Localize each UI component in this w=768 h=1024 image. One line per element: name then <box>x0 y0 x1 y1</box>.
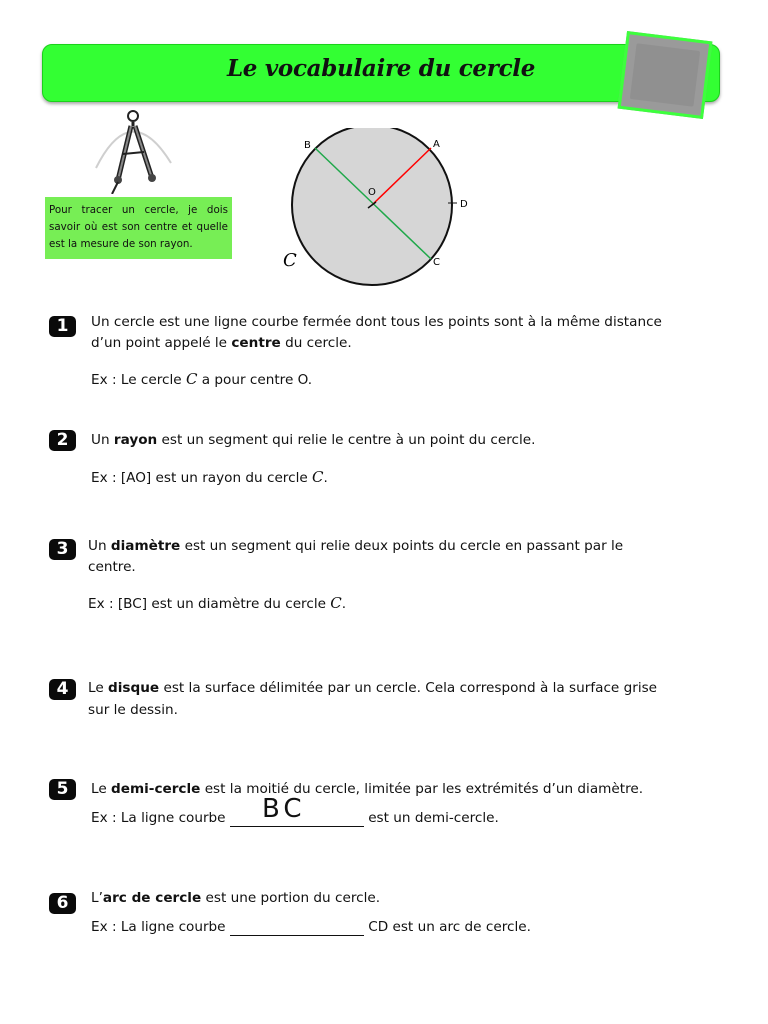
label-o: O <box>368 187 376 198</box>
label-c: C <box>433 257 440 268</box>
definition-cercle-line1: Un cercle est une ligne courbe fermée dont tous les points sont à la même distance <box>91 314 662 330</box>
tip-box: Pour tracer un cercle, je dois savoir où est son centre et quelle est la mesure de son rayon. <box>45 197 232 259</box>
definition-diametre-line2: centre. <box>88 559 136 575</box>
number-badge-3: 3 <box>49 539 76 560</box>
example-rayon: Ex : [AO] est un rayon du cercle C. <box>91 468 328 486</box>
title-banner <box>42 44 720 102</box>
page-title: Le vocabulaire du cercle <box>226 55 536 82</box>
circle-diagram <box>275 128 485 288</box>
label-d: D <box>460 199 468 210</box>
definition-disque-line2: sur le dessin. <box>88 702 178 718</box>
definition-disque-line1: Le disque est la surface délimitée par un cercle. Cela correspond à la surface grise <box>88 680 658 696</box>
number-badge-4: 4 <box>49 679 76 700</box>
definition-demi-cercle: Le demi-cercle est la moitié du cercle, limitée par les extrémités d’un diamètre. <box>91 781 644 797</box>
example-diametre: Ex : [BC] est un diamètre du cercle C. <box>88 594 347 612</box>
number-badge-2: 2 <box>49 430 76 451</box>
label-b: B <box>304 140 311 151</box>
answer-blank-6[interactable] <box>230 919 364 936</box>
example-cercle: Ex : Le cercle C a pour centre O. <box>91 370 313 388</box>
definition-diametre-line1: Un diamètre est un segment qui relie deux points du cercle en passant par le <box>88 538 624 554</box>
number-badge-5: 5 <box>49 779 76 800</box>
definition-cercle-line2: d’un point appelé le centre du cercle. <box>91 335 352 351</box>
compass-icon <box>76 108 186 194</box>
circle-name-label: C <box>283 250 297 271</box>
example-arc: Ex : La ligne courbe CD est un arc de cercle. <box>91 919 531 935</box>
label-a: A <box>433 139 440 150</box>
tape-decoration <box>618 31 713 119</box>
definition-rayon: Un rayon est un segment qui relie le centre à un point du cercle. <box>91 432 536 448</box>
handwritten-answer: BC <box>262 794 306 824</box>
number-badge-1: 1 <box>49 316 76 337</box>
example-demi-cercle: Ex : La ligne courbe est un demi-cercle. <box>91 810 499 826</box>
number-badge-6: 6 <box>49 893 76 914</box>
definition-arc: L’arc de cercle est une portion du cercle. <box>91 890 381 906</box>
